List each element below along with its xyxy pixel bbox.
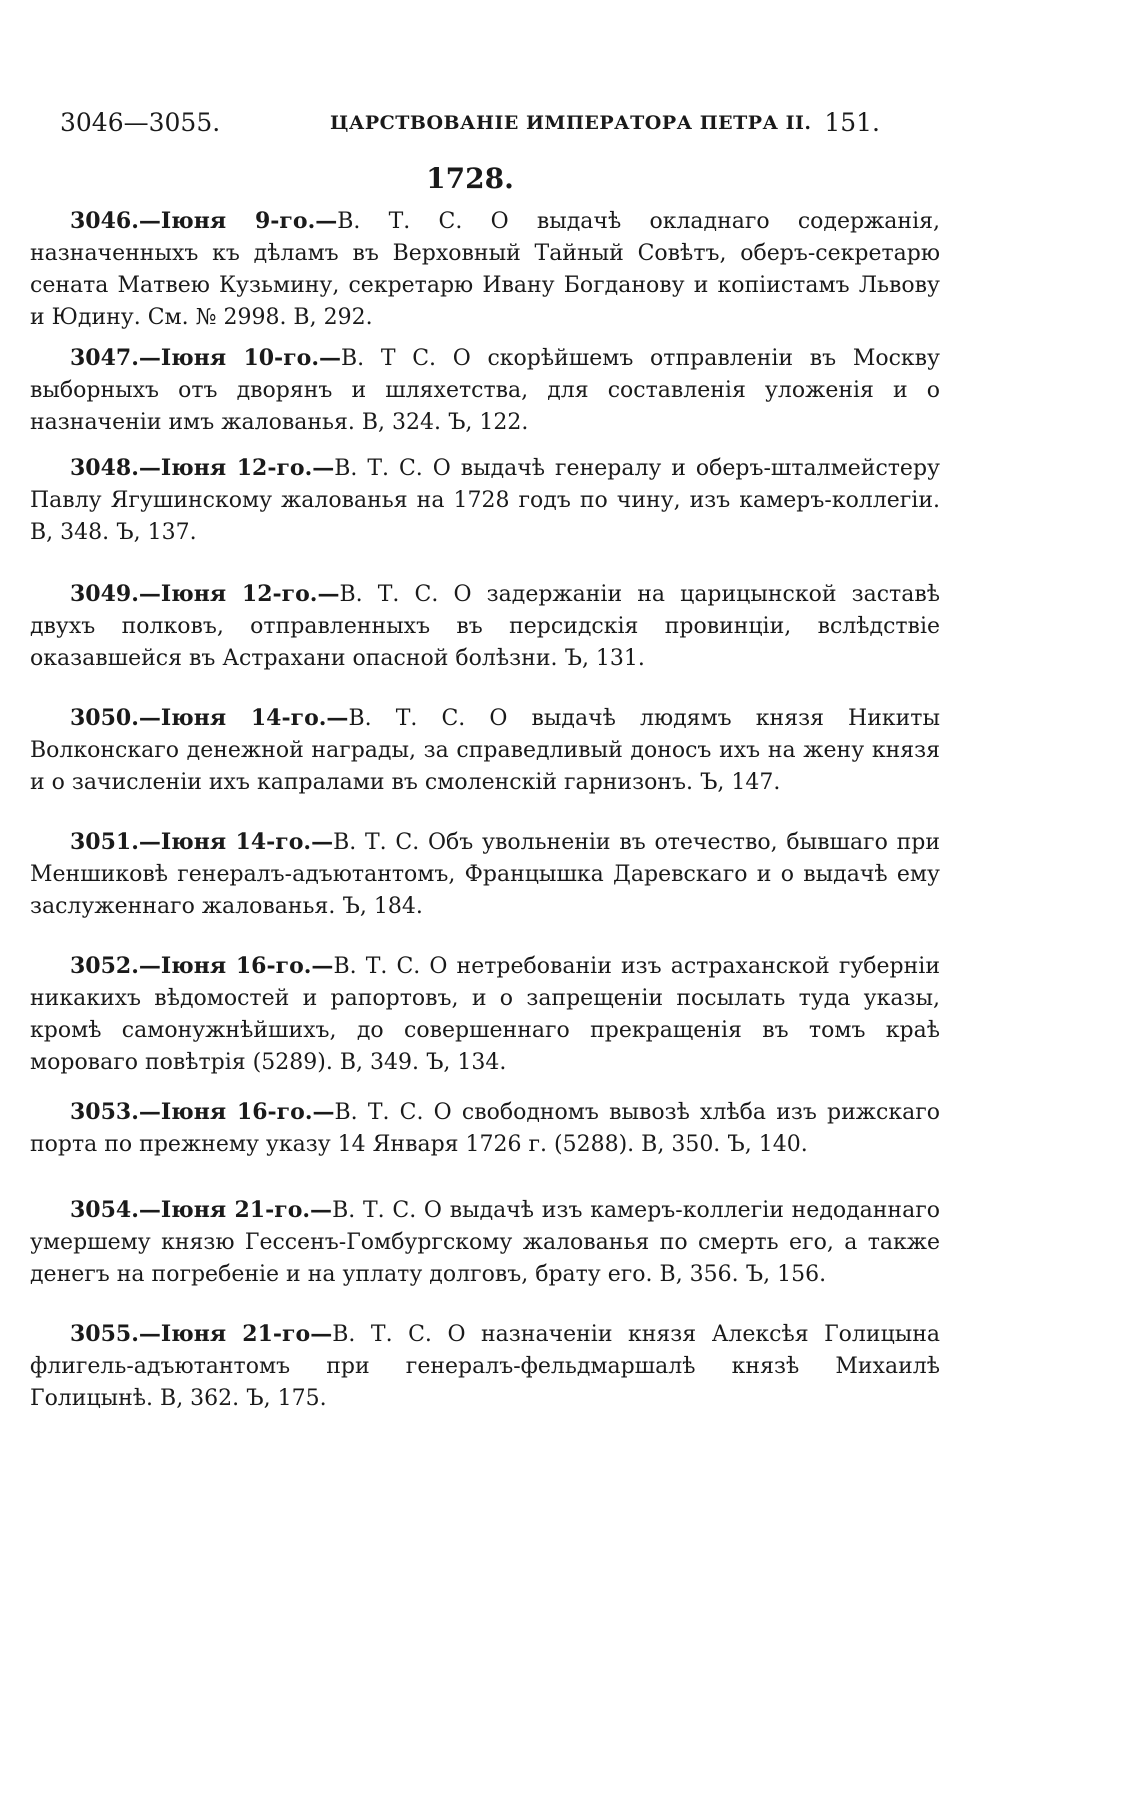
entry-3047 [30,342,940,439]
entry-3054 [30,1194,940,1291]
running-title: ЦАРСТВОВАНІЕ ИМПЕРАТОРА ПЕТРА II. [330,112,812,134]
entry-text: В. Т. С. О задержаніи на царицынской заставѣ двухъ полковъ, отправленныхъ въ персидскія провинціи, вслѣдствіе оказавшейся въ Астрахани опасной болѣзни. Ъ, 131. [30,582,940,671]
entry-number: 3047. [70,345,139,371]
entry-number: 3046. [70,208,139,234]
entry-3051 [30,826,940,923]
year-heading: 1728. [426,162,514,195]
entry-date: —Іюня 10-го.— [138,345,342,371]
entry-text: В. Т. С. О свободномъ вывозѣ хлѣба изъ рижскаго порта по прежнему указу 14 Января 1726 г. (5288). В, 350. Ъ, 140. [30,1100,940,1157]
entry-3046 [30,205,940,334]
entry-number: 3052. [70,953,139,979]
entry-number: 3055. [70,1321,139,1347]
entry-number: 3049. [70,581,139,607]
entry-text: В. Т. С. О выдачѣ окладнаго содержанія, назначенныхъ къ дѣламъ въ Верховный Тайный Совѣтъ, оберъ-секретарю сената Матвею Кузьмину, секретарю Ивану Богданову и копіистамъ Львову и Юдину. См. № 2998. В, 292. [30,209,940,330]
entry-text: В. Т. С. О нетребованіи изъ астраханской губерніи никакихъ вѣдомостей и рапортовъ, и о запрещеніи посылать туда указы, кромѣ самонужнѣйшихъ, до совершеннаго прекращенія въ томъ краѣ мороваго повѣтрія (5289). В, 349. Ъ, 134. [30,954,940,1075]
entry-date: —Іюня 14-го.— [138,705,349,731]
entry-date: —Іюня 12-го.— [138,581,340,607]
entry-text: В. Т. С. О выдачѣ изъ камеръ-коллегіи недоданнаго умершему князю Гессенъ-Гомбургскому жалованья по смерть его, а также денегъ на погребеніе и на уплату долговъ, брату его. В, 356. Ъ, 156. [30,1198,940,1287]
entry-date: —Іюня 16-го.— [138,953,334,979]
entry-range: 3046—3055. [60,108,221,137]
entry-date: —Іюня 9-го.— [138,208,338,234]
entry-date: —Іюня 14-го.— [138,829,334,855]
entry-date: —Іюня 21-го.— [138,1197,333,1223]
entry-text: В. Т. С. О назначеніи князя Алексѣя Голицына флигель-адъютантомъ при генералъ-фельдмаршалѣ князѣ Михаилѣ Голицынѣ. В, 362. Ъ, 175. [30,1322,941,1411]
entry-text: В. Т. С. О выдачѣ людямъ князя Никиты Волконскаго денежной награды, за справедливый доносъ ихъ на жену князя и о зачисленіи ихъ капралами въ смоленскій гарнизонъ. Ъ, 147. [30,706,940,795]
entry-3055 [30,1318,940,1415]
entry-3052 [30,950,940,1079]
entry-date: —Іюня 21-го— [138,1321,333,1347]
entry-text: В. Т. С. О выдачѣ генералу и оберъ-шталмейстеру Павлу Ягушинскому жалованья на 1728 годъ по чину, изъ камеръ-коллегіи. В, 348. Ъ, 137. [30,456,940,545]
entry-number: 3053. [70,1099,139,1125]
entry-date: —Іюня 16-го.— [138,1099,335,1125]
entry-3049 [30,578,940,675]
entry-number: 3048. [70,455,139,481]
entry-number: 3050. [70,705,139,731]
entry-date: —Іюня 12-го.— [138,455,335,481]
entry-number: 3054. [70,1197,139,1223]
entry-3050 [30,702,940,799]
running-head [60,108,880,148]
entry-text: В. Т. С. Объ увольненіи въ отечество, бывшаго при Меншиковѣ генералъ-адъютантомъ, Францышка Даревскаго и о выдачѣ ему заслуженнаго жалованья. Ъ, 184. [30,830,940,919]
entry-3053 [30,1096,940,1161]
entry-number: 3051. [70,829,139,855]
entry-3048 [30,452,940,549]
page-number: 151. [824,108,880,137]
entry-text: В. Т С. О скорѣйшемъ отправленіи въ Москву выборныхъ отъ дворянъ и шляхетства, для составленія уложенія и о назначеніи имъ жалованья. В, 324. Ъ, 122. [30,346,940,435]
